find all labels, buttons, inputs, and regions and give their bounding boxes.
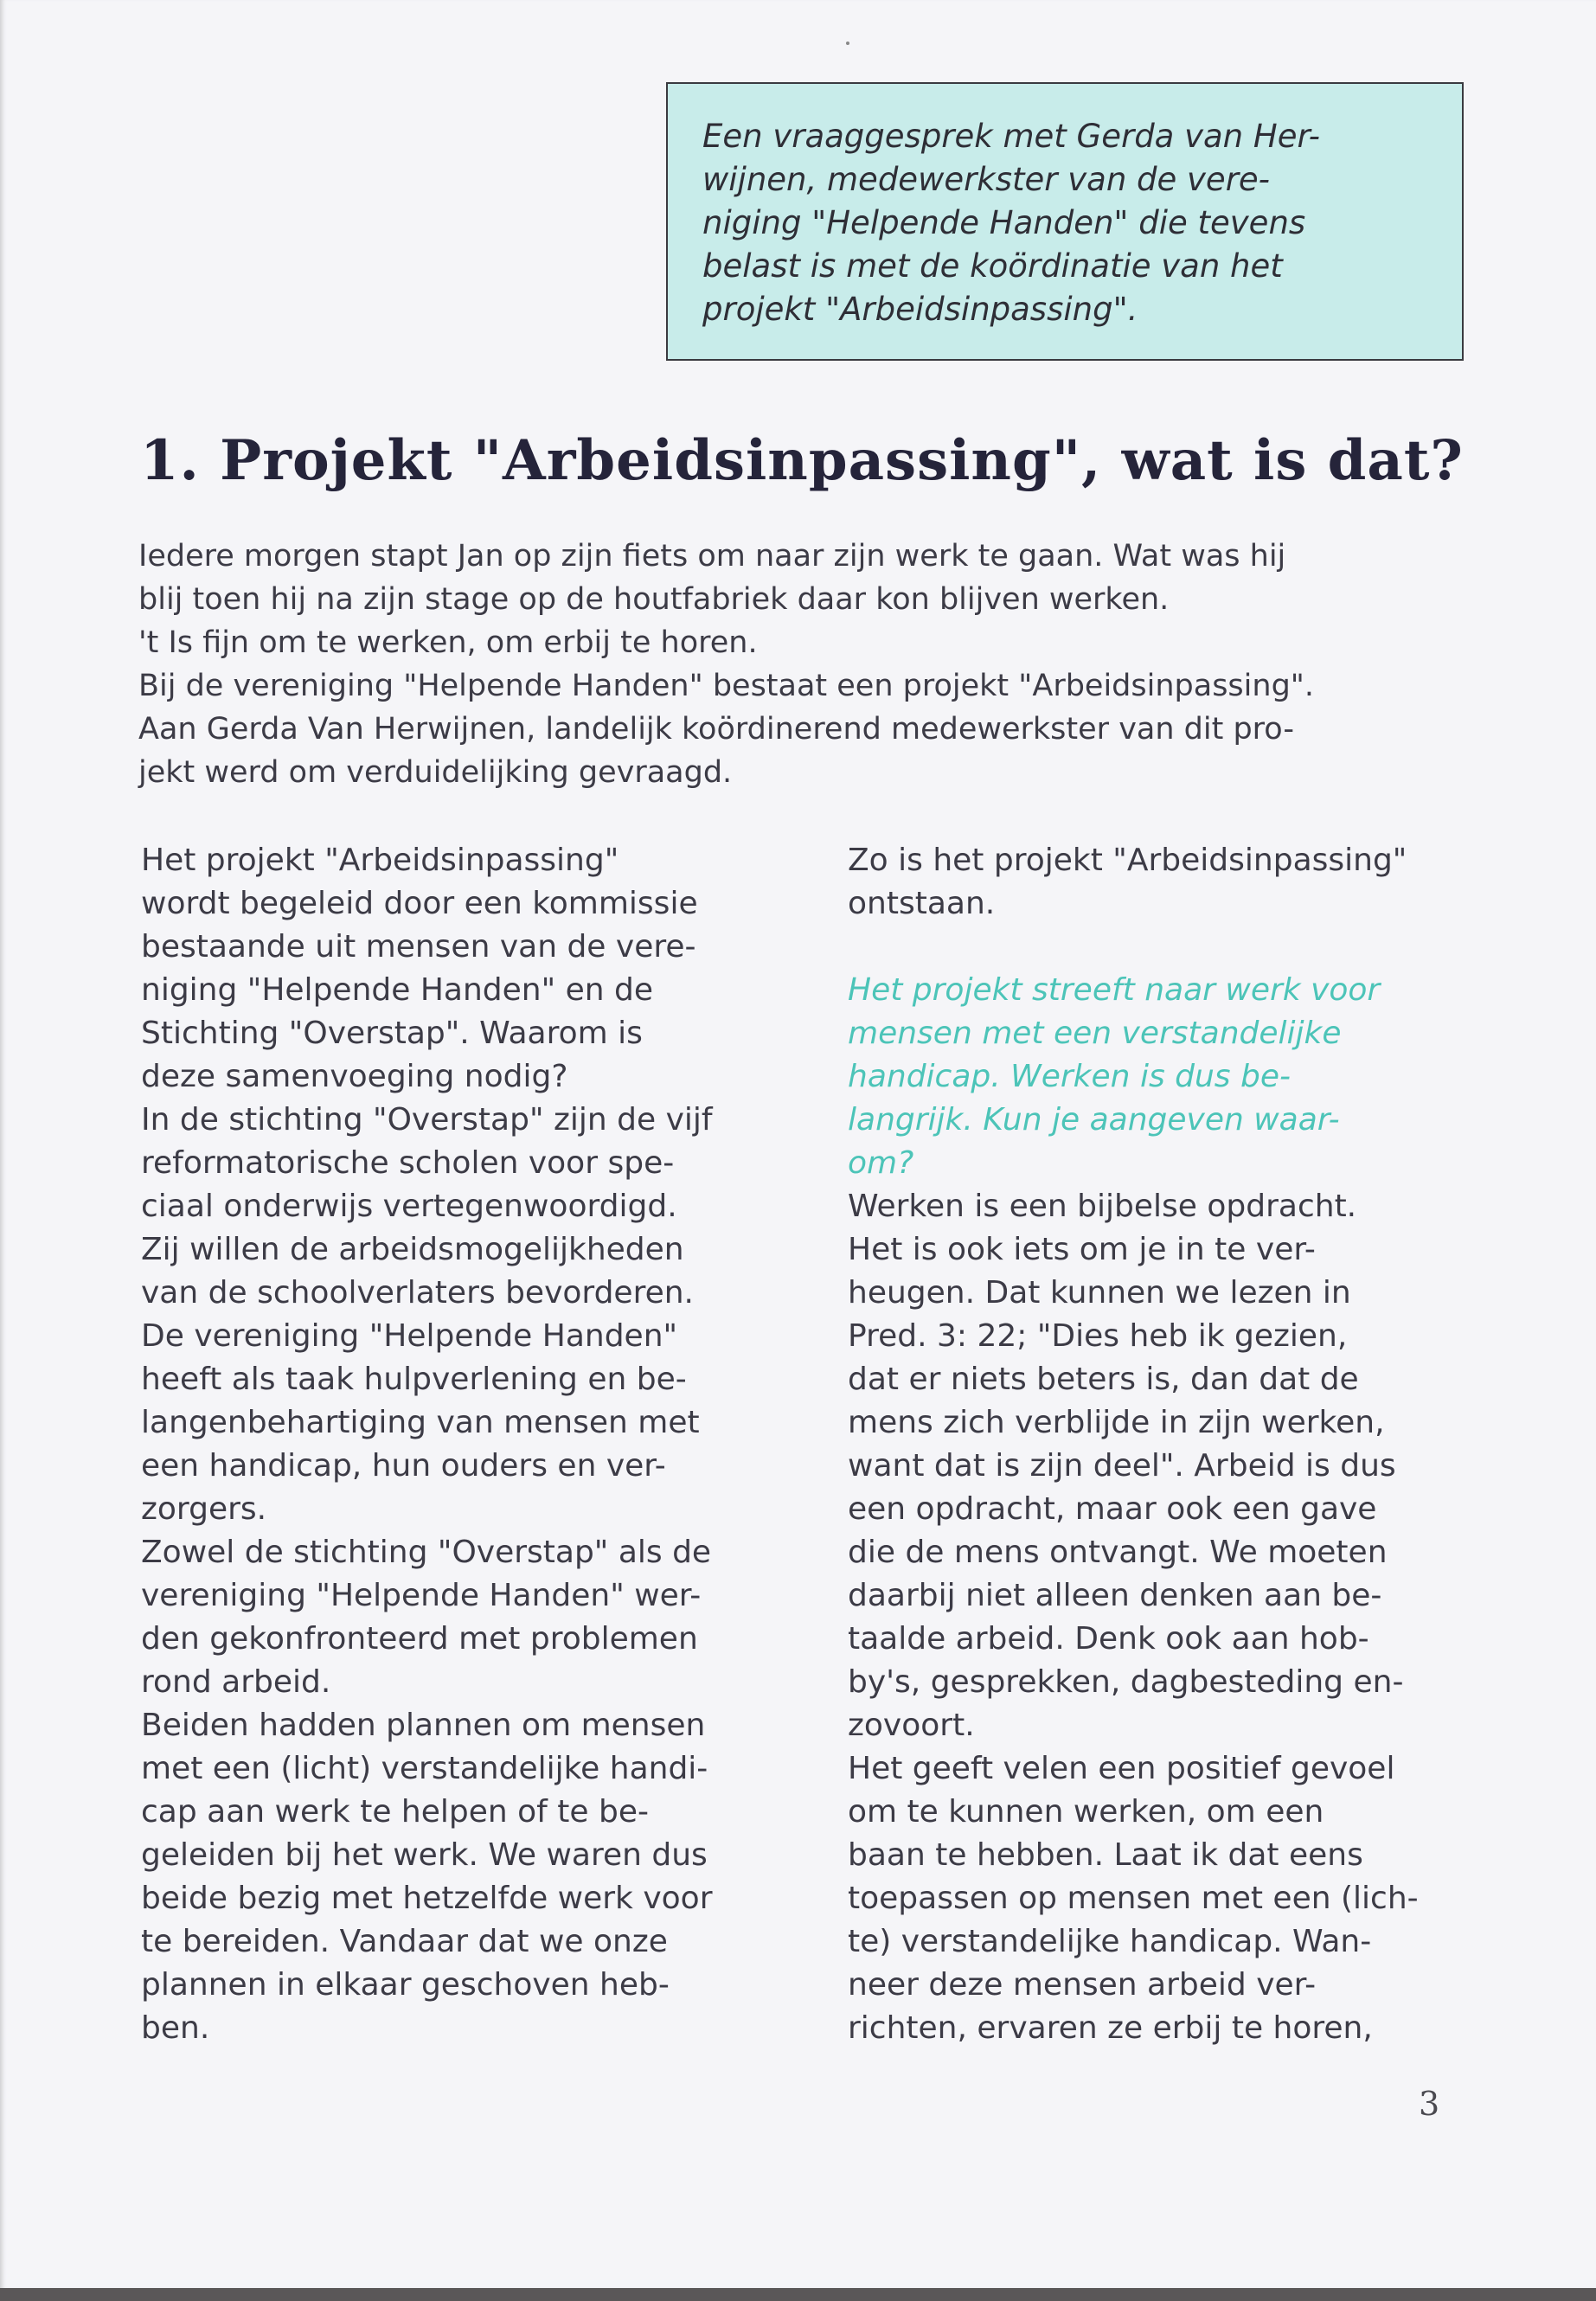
intro-text: Een vraaggesprek met Gerda van Her- wijnen, medewerkster van de vere- niging "Helpende Handen" die tevens belast is met de koördinatie van het projekt "Arbeidsinpassing". [702,118,1321,328]
lead-paragraph: Iedere morgen stapt Jan op zijn fiets om naar zijn werk te gaan. Wat was hij blij toen hij na zijn stage op de houtfabriek daar kon blijven werken. 't Is fijn om te werken, om erbij te horen. Bij de vereniging "Helpende Handen" bestaat een projekt "Arbeidsinpassing". Aan Gerda Van Herwijnen, landelijk koördinerend medewerkster van dit pro- jekt werd om verduidelijking gevraagd. [138,539,1315,790]
scan-bottom-edge [0,2288,1596,2301]
speck-mark [846,42,849,45]
right-column-continuation: Zo is het projekt "Arbeidsinpassing" ontstaan. [848,843,1407,921]
intro-box [666,82,1464,361]
left-column [141,839,781,2050]
paragraph-gap [848,926,1488,969]
interview-question: Het projekt streeft naar werk voor mensen met een verstandelijke handicap. Werken is dus be- langrijk. Kun je aangeven waar- om? [848,972,1381,1181]
right-column [848,839,1488,2050]
left-column-text: Het projekt "Arbeidsinpassing" wordt begeleid door een kommissie bestaande uit mensen van de vere- niging "Helpende Handen" en de Stichting "Overstap". Waarom is deze samenvoeging nodig? In de stichting "Overstap" zijn de vijf reformatorische scholen voor spe- ciaal onderwijs vertegenwoordigd. Zij willen de arbeidsmogelijkheden van de schoolverlaters bevorderen. De vereniging "Helpende Handen" heeft als taak hulpverlening en be- langenbehartiging van mensen met een handicap, hun ouders en ver- zorgers. Zowel de stichting "Overstap" als de vereniging "Helpende Handen" wer- den gekonfronteerd met problemen rond arbeid. Beiden hadden plannen om mensen met een (licht) verstandelijke handi- cap aan werk te helpen of te be- geleiden bij het werk. We waren dus beide bezig met hetzelfde werk voor te bereiden. Vandaar dat we onze plannen in elkaar geschoven heb- ben. [141,843,713,2046]
page-number: 3 [1419,2085,1440,2123]
section-heading: 1. Projekt "Arbeidsinpassing", wat is dat? [140,428,1464,493]
interview-answer: Werken is een bijbelse opdracht. Het is ook iets om je in te ver- heugen. Dat kunnen we lezen in Pred. 3: 22; "Dies heb ik gezien, dat er niets beters is, dan dat de mens zich verblijde in zijn werken, want dat is zijn deel". Arbeid is dus een opdracht, maar ook een gave die de mens ontvangt. We moeten daarbij niet alleen denken aan be- taalde arbeid. Denk ook aan hob- by's, gesprekken, dagbesteding en- zovoort. Het geeft velen een positief gevoel om te kunnen werken, om een baan te hebben. Laat ik dat eens toepassen op mensen met een (lich- te) verstandelijke handicap. Wan- neer deze mensen arbeid ver- richten, ervaren ze erbij te horen, [848,1189,1419,2046]
